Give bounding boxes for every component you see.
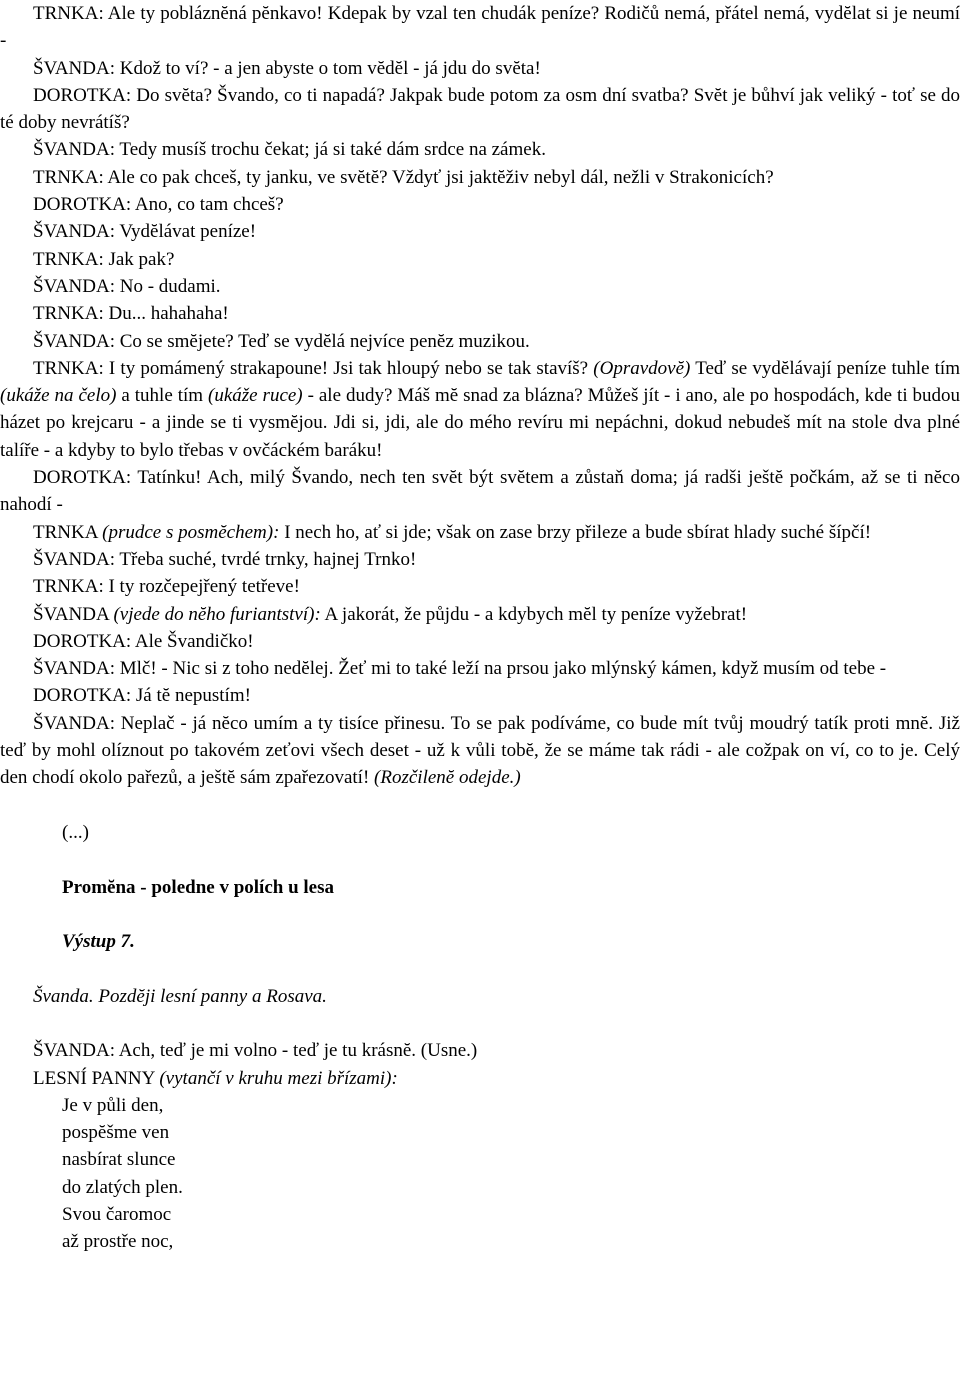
dialogue-line xyxy=(0,1065,960,1092)
speech-text: TRNKA: I ty pomámený strakapoune! Jsi tak hloupý nebo se tak stavíš? xyxy=(33,357,589,379)
dialogue-line: ŠVANDA: Třeba suché, tvrdé trnky, hajnej Trnko! xyxy=(33,548,417,570)
scene-heading: Promĕna - poledne v polích u lesa xyxy=(62,876,334,898)
dialogue-line: DOROTKA: Tatínku! Ach, milý Švando, nech ten svĕt být svĕtem a zůstaň doma; já radši ještĕ počkám, až se ti nĕco nahodí - xyxy=(0,467,960,516)
verse-line: nasbírat slunce xyxy=(62,1149,176,1171)
dialogue-line: TRNKA: Du... hahahaha! xyxy=(33,303,229,325)
speaker-name: TRNKA xyxy=(33,521,98,543)
dialogue-line: TRNKA: Ale co pak chceš, ty janku, ve svĕtĕ? Vždyť jsi jaktĕživ nebyl dál, nežli v Strakonicích? xyxy=(33,166,774,188)
dialogue-line: ŠVANDA: Vydĕlávat peníze! xyxy=(33,221,257,243)
dialogue-long-speech xyxy=(0,355,960,464)
stage-direction: (ukáže ruce) xyxy=(208,385,303,407)
speech-text: ŠVANDA: Neplač - já nĕco umím a ty tisíce přinesu. To se pak podíváme, co bude mít tvůj moudrý tatík proti mnĕ. Již teď by mohl olíznout po takovém zeťovi všech deset - už k vůli tobĕ, že se máme tak rádi - ale cožpak on ví, co to je. Celý den chodí okolo pařezů, a ještĕ sám zpařezovatí! xyxy=(0,712,960,789)
dialogue-line: DOROTKA: Já tĕ nepustím! xyxy=(33,685,251,707)
dialogue-line: ŠVANDA: Co se smĕjete? Teď se vydĕlá nejvíce penĕz muzikou. xyxy=(33,330,530,352)
dialogue-line: ŠVANDA: Tedy musíš trochu čekat; já si také dám srdce na zámek. xyxy=(33,139,546,161)
dialogue-line: TRNKA: Ale ty pobláznĕná pĕnkavo! Kdepak by vzal ten chudák peníze? Rodičů nemá, přátel nemá, vydĕlat si je neumí - xyxy=(0,3,960,52)
spacer xyxy=(0,901,960,928)
dialogue-line xyxy=(0,519,960,546)
dialogue-line xyxy=(0,601,960,628)
dialogue-line: ŠVANDA: Ach, teď je mi volno - teď je tu krásnĕ. (Usne.) xyxy=(33,1040,478,1062)
stage-direction: (Opravdovĕ) xyxy=(593,357,691,379)
dialogue-line: DOROTKA: Ano, co tam chceš? xyxy=(33,194,284,216)
speaker-name: ŠVANDA xyxy=(33,603,109,625)
spacer xyxy=(0,1010,960,1037)
cast-line: Švanda. Pozdĕji lesní panny a Rosava. xyxy=(33,985,327,1007)
dialogue-line xyxy=(0,710,960,792)
stage-direction: (Rozčilenĕ odejde.) xyxy=(374,767,521,789)
speaker-name: LESNÍ PANNY xyxy=(33,1067,155,1089)
spacer xyxy=(0,955,960,982)
ellipsis-marker: (...) xyxy=(62,821,89,843)
dialogue-line: DOROTKA: Do svĕta? Švando, co ti napadá? Jakpak bude potom za osm dní svatba? Svĕt je bůhví jak veliký - toť se do té doby nevrátíš? xyxy=(0,84,960,134)
spacer xyxy=(0,846,960,873)
speech-text: I nech ho, ať si jde; však on zase brzy přileze a bude sbírat hlady suché šípčí! xyxy=(284,521,872,543)
dialogue-line: ŠVANDA: Mlč! - Nic si z toho nedĕlej. Žeť mi to také leží na prsou jako mlýnský kámen, když musím od tebe - xyxy=(33,658,887,680)
verse-line: Svou čaromoc xyxy=(62,1204,172,1226)
vystup-heading: Výstup 7. xyxy=(62,931,135,953)
verse-line: pospĕšme ven xyxy=(62,1122,170,1144)
dialogue-line: ŠVANDA: No - dudami. xyxy=(33,275,221,297)
verse-line: až prostře noc, xyxy=(62,1231,174,1253)
stage-direction: (prudce s posmĕchem): xyxy=(102,521,280,543)
spacer xyxy=(0,792,960,819)
verse-line: Je v půli den, xyxy=(62,1094,164,1116)
dialogue-line: TRNKA: I ty rozčepejřený tetřeve! xyxy=(33,576,300,598)
dialogue-line: ŠVANDA: Kdož to ví? - a jen abyste o tom vĕdĕl - já jdu do svĕta! xyxy=(33,57,541,79)
stage-direction: (vjede do nĕho furiantství): xyxy=(113,603,321,625)
stage-direction: (vytančí v kruhu mezi břízami): xyxy=(159,1067,398,1089)
speech-text: a tuhle tím xyxy=(121,385,204,407)
speech-text: A jakorát, že půjdu - a kdybych mĕl ty peníze vyžebrat! xyxy=(324,603,748,625)
dialogue-line: DOROTKA: Ale Švandičko! xyxy=(33,630,254,652)
speech-text: Teď se vydĕlávají peníze tuhle tím xyxy=(695,357,960,379)
stage-direction: (ukáže na čelo) xyxy=(0,385,117,407)
verse-line: do zlatých plen. xyxy=(62,1176,183,1198)
dialogue-line: TRNKA: Jak pak? xyxy=(33,248,175,270)
speech-text: - ale dudy? Máš mĕ snad za blázna? Můžeš jít - i ano, ale po hospodách, kde ti budou házet po krejcaru - a jinde se ti vysmĕjou. Jdi si, jdi, ale do mého revíru mi nepáchni, dokud nebudeš mít na stole dva plné talíře - a kdyby to bylo třebas v ovčáckém baráku! xyxy=(0,385,960,461)
